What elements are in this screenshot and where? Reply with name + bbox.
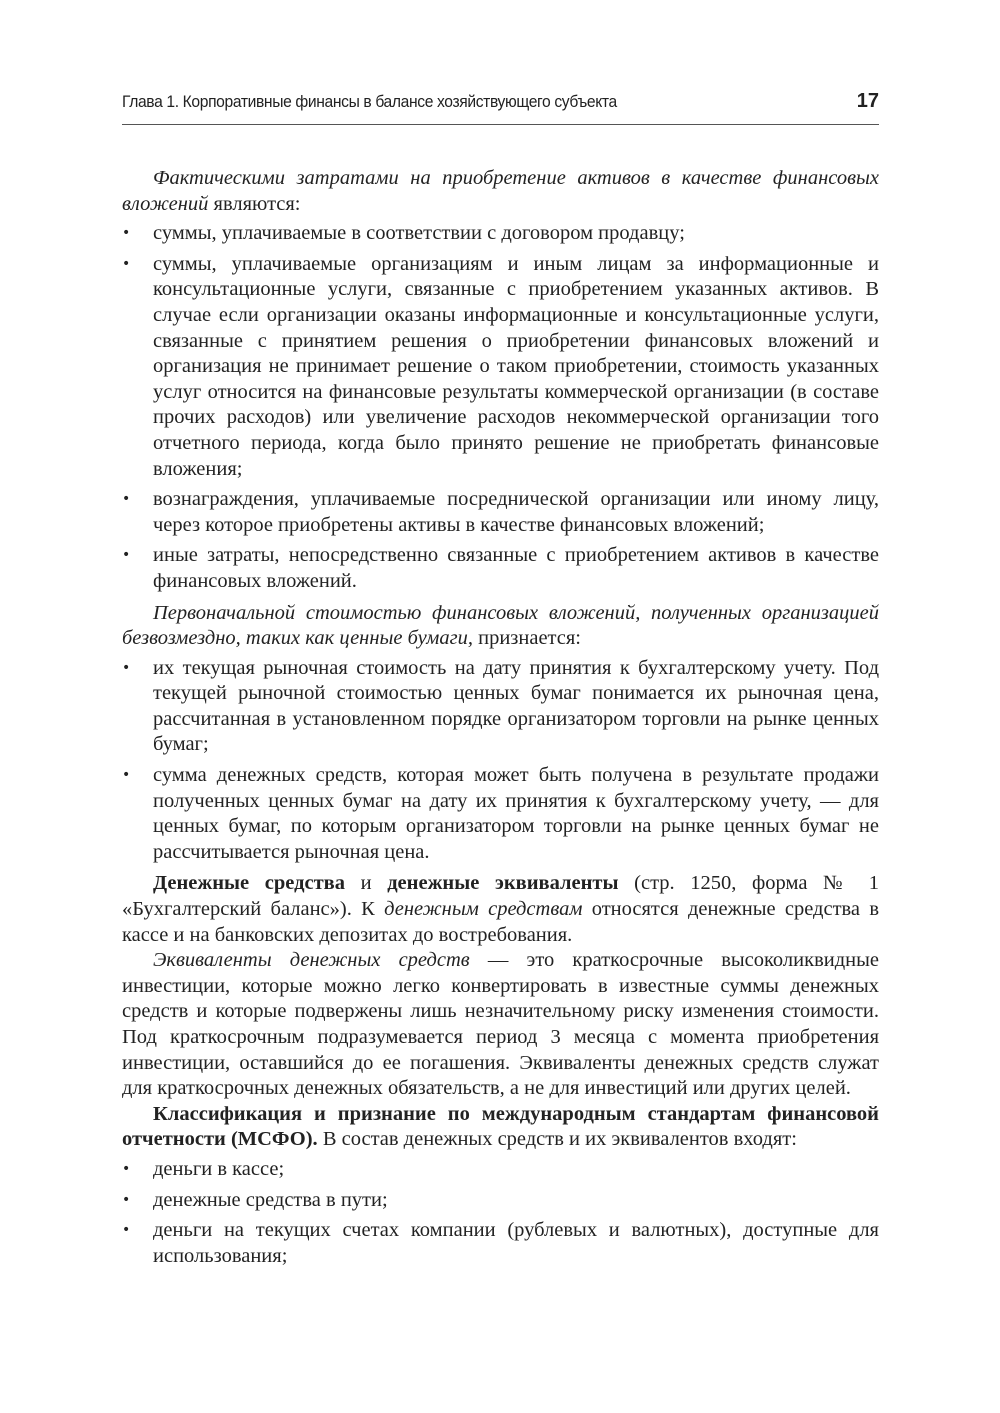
list-item [122, 1218, 879, 1269]
bullet-icon: • [122, 1160, 131, 1177]
paragraph-cash [122, 871, 879, 948]
term-cash-italic: денежным средствам [384, 898, 583, 921]
paragraph-initial-cost [122, 601, 879, 652]
bullet-icon: • [122, 547, 131, 564]
list-item [122, 221, 879, 247]
list-actual-costs [122, 221, 879, 594]
list-item [122, 1157, 879, 1183]
list-item-text: деньги в кассе; [153, 1157, 285, 1180]
bullet-icon: • [122, 225, 131, 242]
term-cash-equivalents: денежные эквиваленты [387, 872, 619, 895]
list-item [122, 487, 879, 538]
bullet-icon: • [122, 255, 131, 272]
list-item-text: денежные средства в пути; [153, 1188, 388, 1211]
paragraph-actual-costs [122, 166, 879, 217]
term-ifrs: Классификация и признание по международным стандартам финансовой отчетности (МСФО). [122, 1102, 879, 1151]
paragraph-text: относятся денежные средства в кассе и на банковских депозитах до востребования. [122, 898, 880, 946]
paragraph-text: и [344, 872, 388, 895]
term-cash: Денежные средства [153, 872, 345, 895]
list-cash-composition [122, 1157, 879, 1269]
list-initial-cost [122, 656, 879, 866]
bullet-icon: • [122, 491, 131, 508]
paragraph-text: — это краткосрочные высоколиквидные инвестиции, которые можно легко конвертировать в известные суммы денежных средств и которые подвержены лишь незначительному риску изменения стоимости. Под краткосрочным подразумевается период 3 месяца с момента приобретения инвестиции, оставшийся до ее погашения. Эквиваленты денежных средств служат для краткосрочных денежных обязательств, а не для инвестиций или других целей. [122, 949, 879, 1100]
bullet-icon: • [122, 1222, 131, 1239]
list-item-text: вознаграждения, уплачиваемые посреднической организации или иному лицу, через которое приобретены активы в качестве финансовых вложений; [153, 488, 879, 536]
list-item-text: суммы, уплачиваемые в соответствии с договором продавцу; [153, 222, 685, 245]
list-item [122, 543, 879, 594]
term-initial-cost: Первоначальной стоимостью финансовых вложений, полученных организацией безвозмездно, таких как ценные бумаги, [122, 601, 879, 650]
bullet-icon: • [122, 1191, 131, 1208]
page-number: 17 [856, 90, 879, 112]
paragraph-text: являются: [208, 192, 301, 215]
paragraph-text: (стр. 1250, форма № 1 «Бухгалтерский баланс»). К [122, 872, 879, 921]
term-cash-equivalents-italic: Эквиваленты денежных средств [153, 949, 470, 972]
list-item-text: иные затраты, непосредственно связанные с приобретением активов в качестве финансовых вложений. [153, 544, 879, 592]
paragraph-ifrs [122, 1102, 879, 1153]
list-item [122, 1188, 879, 1214]
bullet-icon: • [122, 659, 131, 676]
list-item-text: их текущая рыночная стоимость на дату принятия к бухгалтерскому учету. Под текущей рыночной стоимостью ценных бумаг понимается их рыночная цена, рассчитанная в установленном порядке организатором торговли на рынке ценных бумаг; [153, 656, 879, 756]
body-text [122, 166, 879, 1274]
term-actual-costs: Фактическими затратами на приобретение активов в качестве финансовых вложений [122, 167, 879, 215]
list-item-text: суммы, уплачиваемые организациям и иным лицам за информационные и консультационные услуги, связанные с приобретением указанных активов. В случае если организации оказаны информационные и консультационные услуги, связанные с принятием решения о приобретении финансовых вложений и организация не принимает решение о таком приобретении, стоимость указанных услуг относится на финансовые результаты коммерческой организации (в составе прочих расходов) или увеличение расходов некоммерческой организации того отчетного периода, когда было принято решение не приобретать финансовые вложения; [153, 252, 879, 480]
list-item-text: деньги на текущих счетах компании (рублевых и валютных), доступные для использования; [153, 1219, 879, 1267]
bullet-icon: • [122, 767, 131, 784]
list-item [122, 763, 879, 865]
list-item [122, 252, 879, 482]
page-header [122, 90, 879, 125]
running-title: Глава 1. Корпоративные финансы в балансе хозяйствующего субъекта [122, 92, 617, 111]
list-item [122, 656, 879, 758]
paragraph-cash-equivalents [122, 948, 879, 1102]
paragraph-text: признается: [472, 627, 581, 650]
paragraph-text: В состав денежных средств и их эквивалентов входят: [317, 1128, 797, 1151]
list-item-text: сумма денежных средств, которая может быть получена в результате продажи полученных ценных бумаг на дату их принятия к бухгалтерскому учету, — для ценных бумаг, по которым организатором торговли на рынке ценных бумаг не рассчитывается рыночная цена. [153, 764, 879, 863]
